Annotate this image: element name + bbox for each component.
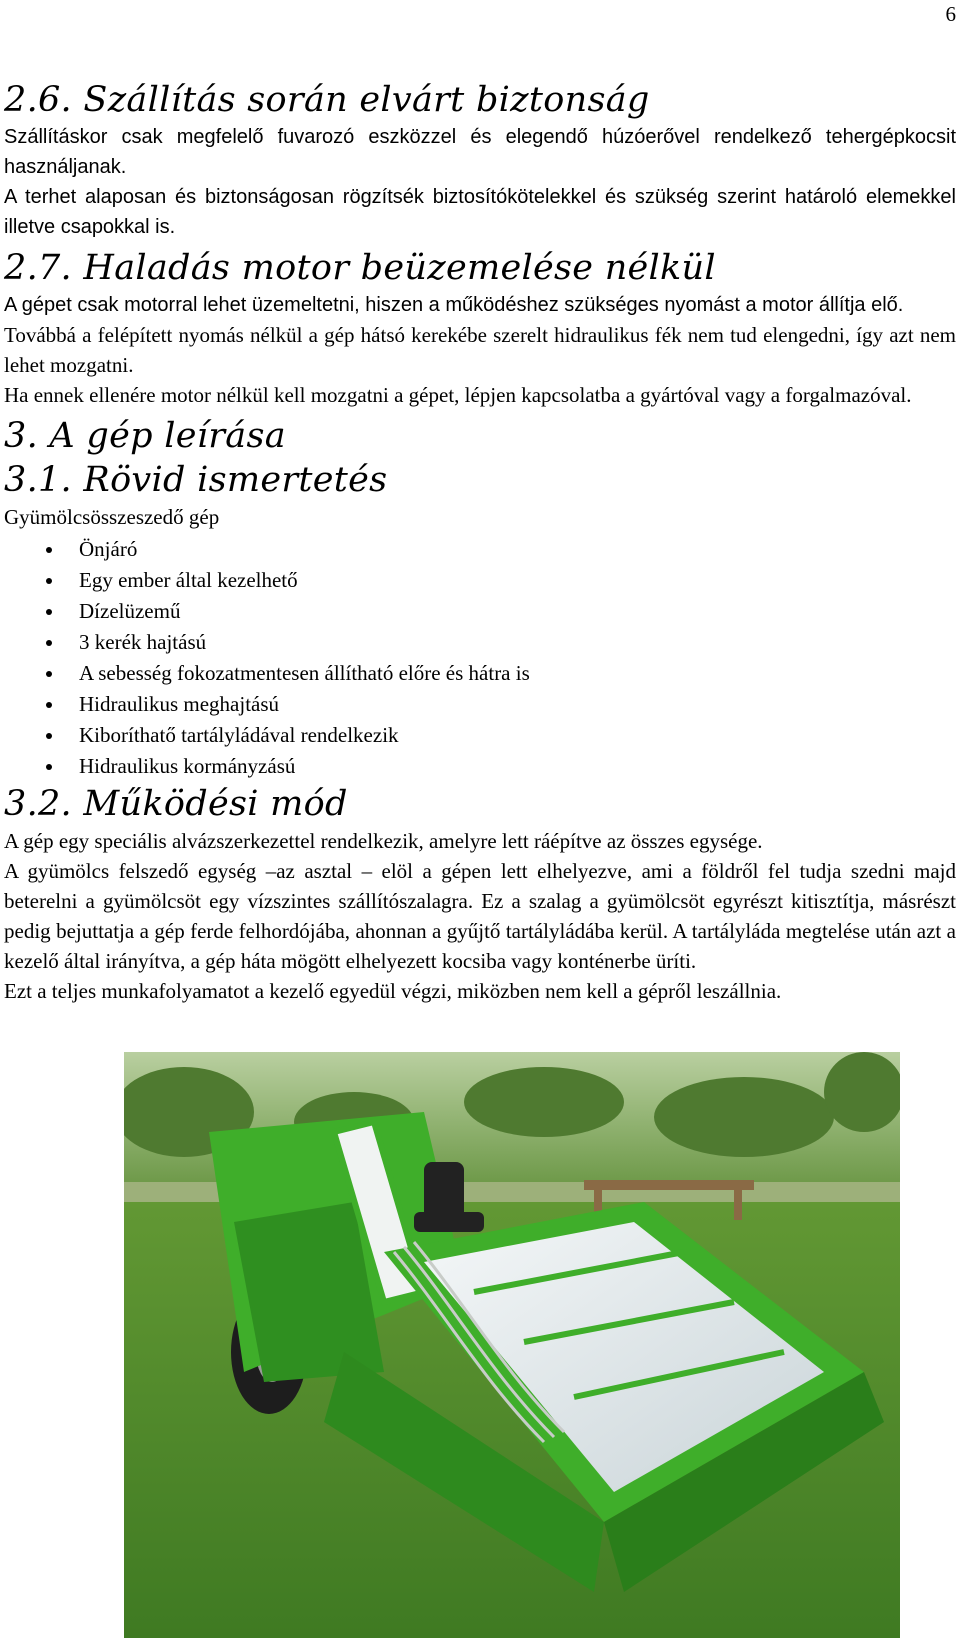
section-heading-3: 3. A gép leírása bbox=[4, 416, 286, 456]
bullet-icon bbox=[46, 609, 52, 615]
section-heading-2-7: 2.7. Haladás motor beüzemelése nélkül bbox=[4, 248, 716, 288]
intro-text: Gyümölcsösszeszedő gép bbox=[4, 505, 220, 529]
section-heading-3-1: 3.1. Rövid ismertetés bbox=[4, 460, 388, 500]
list-item: Dízelüzemű bbox=[4, 596, 956, 627]
paragraph: A gép egy speciális alvázszerkezettel rendelkezik, amelyre lett ráépítve az összes egysége. bbox=[4, 829, 763, 853]
bullet-icon bbox=[46, 733, 52, 739]
harvester-photo bbox=[124, 1052, 900, 1638]
paragraph: Ezt a teljes munkafolyamatot a kezelő egyedül végzi, miközben nem kell a gépről leszállnia. bbox=[4, 979, 782, 1003]
paragraph: A gyümölcs felszedő egység –az asztal – elöl a gépen lett elhelyezve, ami a földről fel tudja szedni majd beterelni a gyümölcsöt egy vízszintes szállítószalagra. Ez a szalag a gyümölcsöt egyrészt kitisztítja, másrészt pedig bejuttatja a gép ferde felhordójába, ahonnan a gyűjtő tartályládába kerül. A tartályláda megtelése után azt a kezelő által irányítva, a gép háta mögött elhelyezett kocsiba vagy konténerbe üríti. bbox=[4, 859, 956, 973]
paragraph: Továbbá a felépített nyomás nélkül a gép hátsó kerekébe szerelt hidraulikus fék nem tud elengedni, így azt nem lehet mozgatni. bbox=[4, 323, 956, 377]
bullet-icon bbox=[46, 547, 52, 553]
page-number: 6 bbox=[945, 2, 956, 26]
paragraph: A gépet csak motorral lehet üzemeltetni, hiszen a működéshez szükséges nyomást a motor állítja elő. bbox=[4, 294, 904, 316]
list-item: Hidraulikus meghajtású bbox=[4, 689, 956, 720]
section-heading-3-2: 3.2. Működési mód bbox=[4, 784, 348, 824]
bullet-icon bbox=[46, 640, 52, 646]
bullet-icon bbox=[46, 702, 52, 708]
list-item: Önjáró bbox=[4, 534, 956, 565]
list-item: 3 kerék hajtású bbox=[4, 627, 956, 658]
paragraph: Ha ennek ellenére motor nélkül kell mozgatni a gépet, lépjen kapcsolatba a gyártóval vagy a forgalmazóval. bbox=[4, 383, 912, 407]
bullet-icon bbox=[46, 671, 52, 677]
list-item: Hidraulikus kormányzású bbox=[4, 751, 956, 782]
section-heading-2-6: 2.6. Szállítás során elvárt biztonság bbox=[4, 80, 650, 120]
bullet-icon bbox=[46, 578, 52, 584]
list-item: Kiboríthatő tartályládával rendelkezik bbox=[4, 720, 956, 751]
list-item: A sebesség fokozatmentesen állítható előre és hátra is bbox=[4, 658, 956, 689]
paragraph: Szállításkor csak megfelelő fuvarozó eszközzel és elegendő húzóerővel rendelkező tehergépkocsit használjanak. bbox=[4, 126, 956, 178]
feature-list bbox=[4, 534, 956, 782]
document-body bbox=[4, 78, 956, 1006]
bullet-icon bbox=[46, 764, 52, 770]
harvester-illustration bbox=[124, 1052, 900, 1638]
paragraph: A terhet alaposan és biztonságosan rögzítsék biztosítókötelekkel és szükség szerint határoló elemekkel illetve csapokkal is. bbox=[4, 186, 956, 238]
list-item: Egy ember által kezelhető bbox=[4, 565, 956, 596]
